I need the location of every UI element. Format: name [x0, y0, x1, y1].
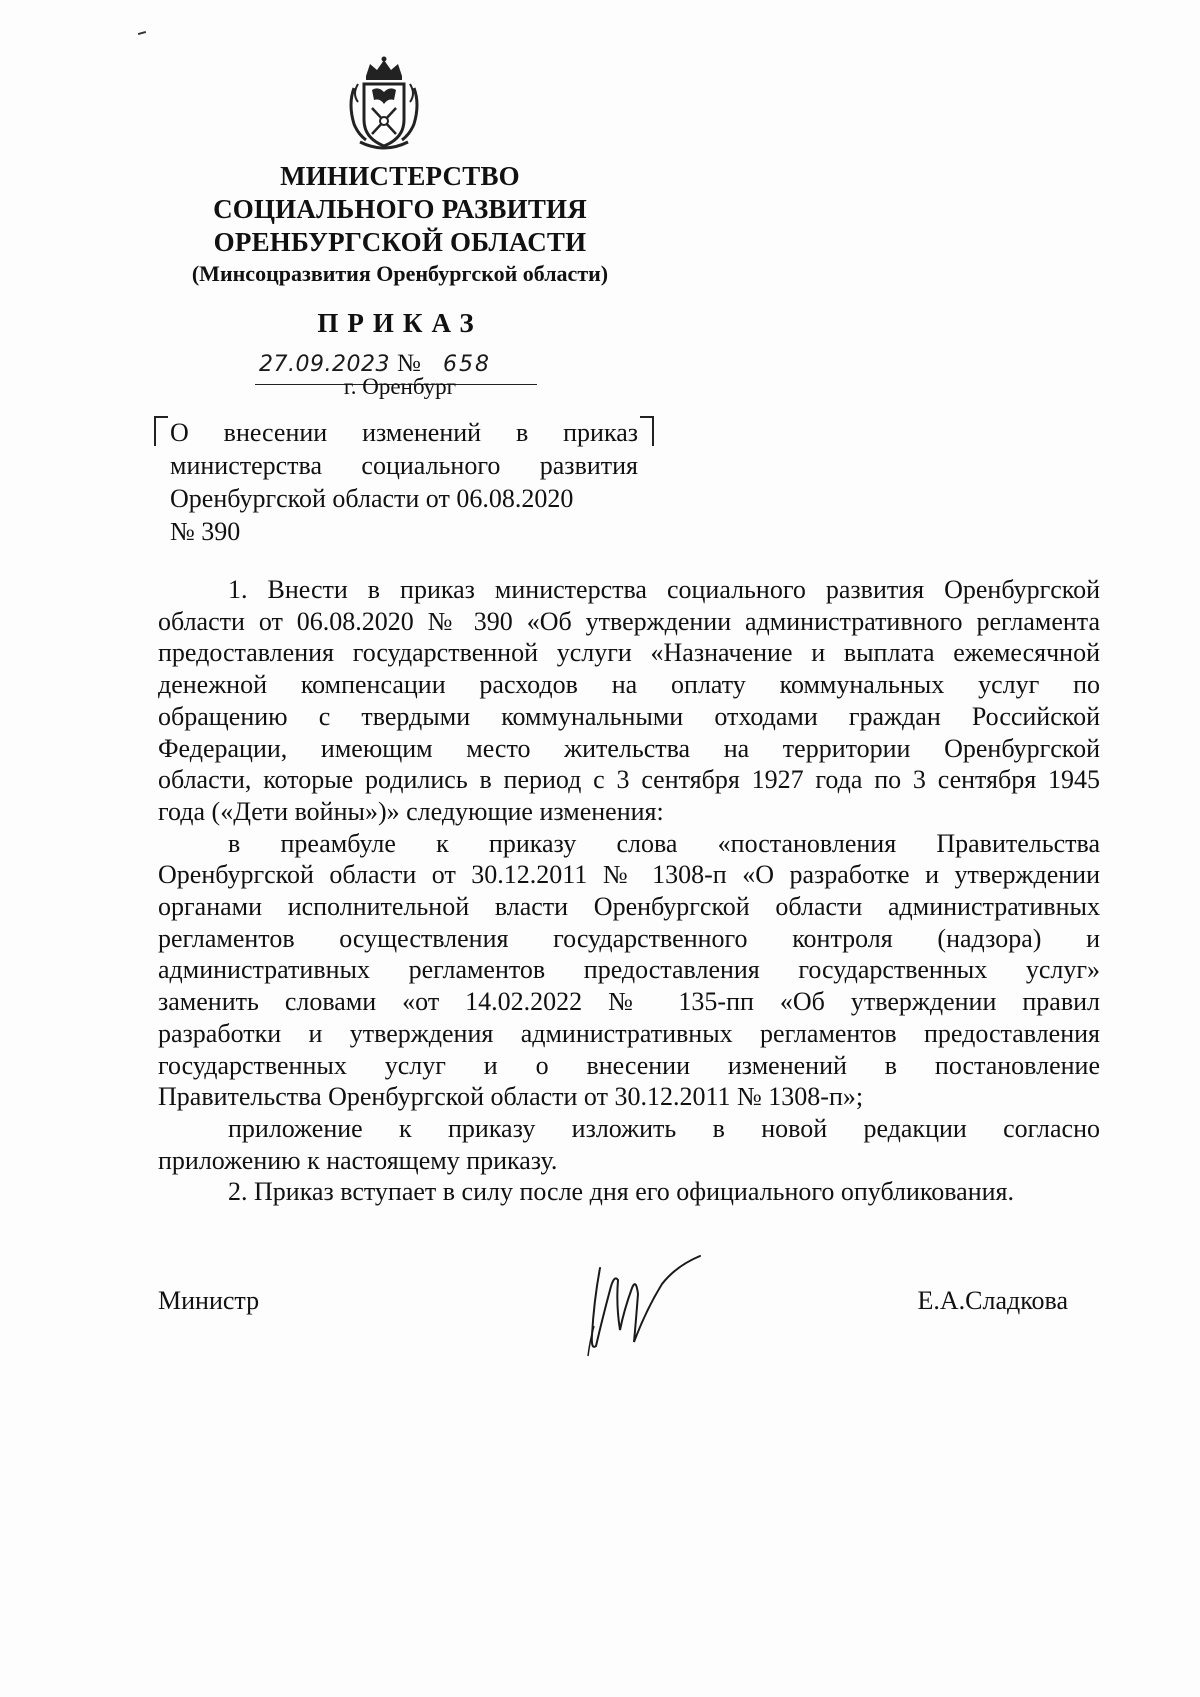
organization-name-line-3: ОРЕНБУРГСКОЙ ОБЛАСТИ — [213, 227, 587, 257]
body-line: денежной компенсации расходов на оплату коммунальных услуг по — [158, 670, 1100, 700]
order-number: 658 — [443, 352, 491, 377]
body-line: приложение к приказу изложить в новой редакции согласно — [228, 1113, 1100, 1143]
body-line: в преамбуле к приказу слова «постановления Правительства — [228, 828, 1100, 858]
scan-mark — [138, 31, 146, 35]
body-line: области, которые родились в период с 3 сентября 1927 года по 3 сентября 1945 — [158, 765, 1100, 795]
order-title: ПРИКАЗ — [317, 308, 483, 338]
organization-name-line-2: СОЦИАЛЬНОГО РАЗВИТИЯ — [213, 194, 587, 224]
body-line: Федерации, имеющим место жительства на территории Оренбургской — [158, 733, 1100, 763]
order-subject — [170, 416, 638, 548]
subject-bracket-right — [640, 416, 654, 446]
body-line: государственных услуг и о внесении изменений в постановление — [158, 1050, 1100, 1080]
body-line: Правительства Оренбургской области от 30.12.2011 № 1308-п»; — [158, 1082, 864, 1112]
body-line: органами исполнительной власти Оренбургской области административных — [158, 892, 1100, 922]
order-city: г. Оренбург — [343, 374, 457, 399]
signer-role: Министр — [158, 1286, 260, 1315]
body-line: административных регламентов предоставления государственных услуг» — [158, 955, 1100, 985]
body-line: 2. Приказ вступает в силу после дня его официального опубликования. — [228, 1177, 1014, 1207]
body-line: области от 06.08.2020 № 390 «Об утверждении административного регламента — [158, 606, 1100, 636]
body-line: Оренбургской области от 30.12.2011 № 1308-п «О разработке и утверждении — [158, 860, 1100, 890]
subject-line: О внесении изменений в приказ — [170, 418, 638, 447]
organization-short-name: (Минсоцразвития Оренбургской области) — [191, 261, 609, 286]
organization-name-line-1: МИНИСТЕРСТВО — [280, 161, 520, 191]
subject-line: № 390 — [170, 517, 241, 546]
body-line: регламентов осуществления государственного контроля (надзора) и — [158, 923, 1100, 953]
coat-of-arms-icon — [344, 54, 424, 154]
subject-line: Оренбургской области от 06.08.2020 — [170, 484, 574, 513]
body-line: разработки и утверждения административных регламентов предоставления — [158, 1018, 1100, 1048]
body-line: обращению с твердыми коммунальными отходами граждан Российской — [158, 701, 1100, 731]
subject-line: министерства социального развития — [170, 451, 638, 480]
subject-bracket-left — [154, 416, 168, 446]
body-line: года («Дети войны»)» следующие изменения: — [158, 796, 664, 826]
body-line: приложению к настоящему приказу. — [158, 1145, 558, 1175]
signature-icon — [580, 1250, 720, 1360]
organization-header — [150, 160, 650, 289]
number-sign: № — [397, 350, 421, 377]
body-line: заменить словами «от 14.02.2022 № 135-пп «Об утверждении правил — [158, 987, 1100, 1017]
order-date: 27.09.2023 — [259, 352, 390, 377]
signer-name: Е.А.Сладкова — [917, 1286, 1068, 1315]
order-body — [158, 574, 1100, 1208]
body-line: предоставления государственной услуги «Назначение и выплата ежемесячной — [158, 638, 1100, 668]
body-line: 1. Внести в приказ министерства социального развития Оренбургской — [228, 575, 1100, 604]
